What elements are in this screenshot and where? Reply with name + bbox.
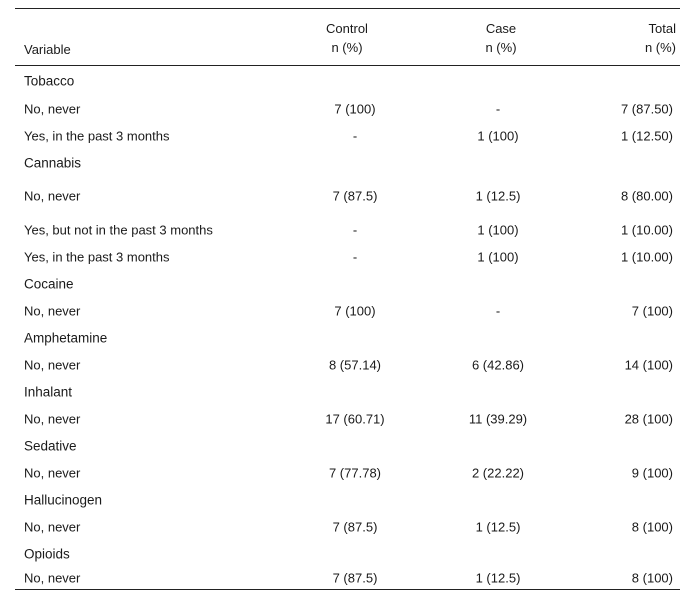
- header-control-title: Control: [326, 21, 368, 36]
- row-label: No, never: [24, 101, 81, 116]
- control-cell: 7 (100): [334, 303, 376, 318]
- control-cell: 7 (87.5): [332, 570, 378, 586]
- total-cell: 1 (10.00): [620, 249, 673, 264]
- control-cell: 7 (87.5): [332, 519, 378, 534]
- category-row: [15, 432, 680, 459]
- case-cell: 1 (100): [477, 128, 519, 143]
- category-label: Sedative: [24, 438, 77, 453]
- category-row: [15, 486, 680, 513]
- control-cell: -: [352, 128, 358, 143]
- case-cell: 11 (39.29): [468, 411, 528, 426]
- case-cell: -: [495, 303, 501, 318]
- table-header: [15, 9, 680, 65]
- category-label: Amphetamine: [24, 330, 108, 345]
- category-row: [15, 540, 680, 567]
- case-cell: 1 (100): [477, 249, 519, 264]
- row-label: Yes, in the past 3 months: [24, 128, 170, 143]
- table-row: [15, 176, 680, 216]
- case-cell: 1 (12.5): [475, 188, 521, 204]
- total-cell: 1 (10.00): [620, 222, 673, 237]
- header-total: [576, 19, 676, 57]
- row-label: No, never: [24, 570, 81, 586]
- category-label: Tobacco: [24, 73, 75, 88]
- category-label: Inhalant: [24, 384, 73, 399]
- row-label: Yes, in the past 3 months: [24, 249, 170, 264]
- case-cell: 6 (42.86): [471, 357, 525, 372]
- row-label: No, never: [24, 303, 81, 318]
- control-cell: 17 (60.71): [325, 411, 385, 426]
- table-row: [15, 297, 680, 324]
- category-label: Hallucinogen: [24, 492, 103, 507]
- table-row: [15, 459, 680, 486]
- row-label: No, never: [24, 519, 81, 534]
- total-cell: 8 (100): [631, 519, 673, 534]
- row-label: Yes, but not in the past 3 months: [24, 222, 213, 237]
- case-cell: 1 (12.5): [475, 570, 521, 586]
- category-row: [15, 378, 680, 405]
- row-label: No, never: [24, 357, 81, 372]
- total-cell: 8 (80.00): [620, 188, 673, 204]
- case-cell: -: [495, 101, 501, 116]
- category-label: Cocaine: [24, 276, 74, 291]
- category-row: [15, 270, 680, 297]
- control-cell: 8 (57.14): [328, 357, 382, 372]
- table-row: [15, 243, 680, 270]
- case-cell: 1 (12.5): [475, 519, 521, 534]
- case-cell: 1 (100): [477, 222, 519, 237]
- control-cell: -: [352, 222, 358, 237]
- total-cell: 8 (100): [631, 570, 673, 586]
- category-label: Opioids: [24, 546, 70, 561]
- table-row: [15, 216, 680, 243]
- total-cell: 7 (87.50): [620, 101, 673, 116]
- header-control: [297, 19, 397, 57]
- table-row: [15, 95, 680, 122]
- header-case-unit: n (%): [485, 40, 517, 55]
- table-bottom-rule: [15, 589, 680, 590]
- table-row: [15, 405, 680, 432]
- total-cell: 14 (100): [624, 357, 673, 372]
- header-variable: Variable: [24, 42, 71, 57]
- category-row: [15, 66, 680, 95]
- control-cell: 7 (77.78): [328, 465, 382, 480]
- table-row: [15, 351, 680, 378]
- row-label: No, never: [24, 465, 81, 480]
- table-row: [15, 567, 680, 589]
- total-cell: 1 (12.50): [620, 128, 673, 143]
- row-label: No, never: [24, 188, 81, 204]
- header-case-title: Case: [485, 21, 517, 36]
- header-total-unit: n (%): [644, 40, 676, 55]
- category-label: Cannabis: [24, 155, 82, 170]
- substance-use-table: [15, 8, 680, 590]
- case-cell: 2 (22.22): [471, 465, 525, 480]
- table-row: [15, 122, 680, 149]
- category-row: [15, 149, 680, 176]
- total-cell: 28 (100): [624, 411, 673, 426]
- row-label: No, never: [24, 411, 81, 426]
- header-control-unit: n (%): [331, 40, 363, 55]
- category-row: [15, 324, 680, 351]
- header-case: [451, 19, 551, 57]
- header-total-title: Total: [648, 21, 676, 36]
- control-cell: 7 (87.5): [332, 188, 378, 204]
- total-cell: 9 (100): [631, 465, 673, 480]
- total-cell: 7 (100): [631, 303, 673, 318]
- table-row: [15, 513, 680, 540]
- control-cell: 7 (100): [334, 101, 376, 116]
- table-body: [15, 66, 680, 589]
- control-cell: -: [352, 249, 358, 264]
